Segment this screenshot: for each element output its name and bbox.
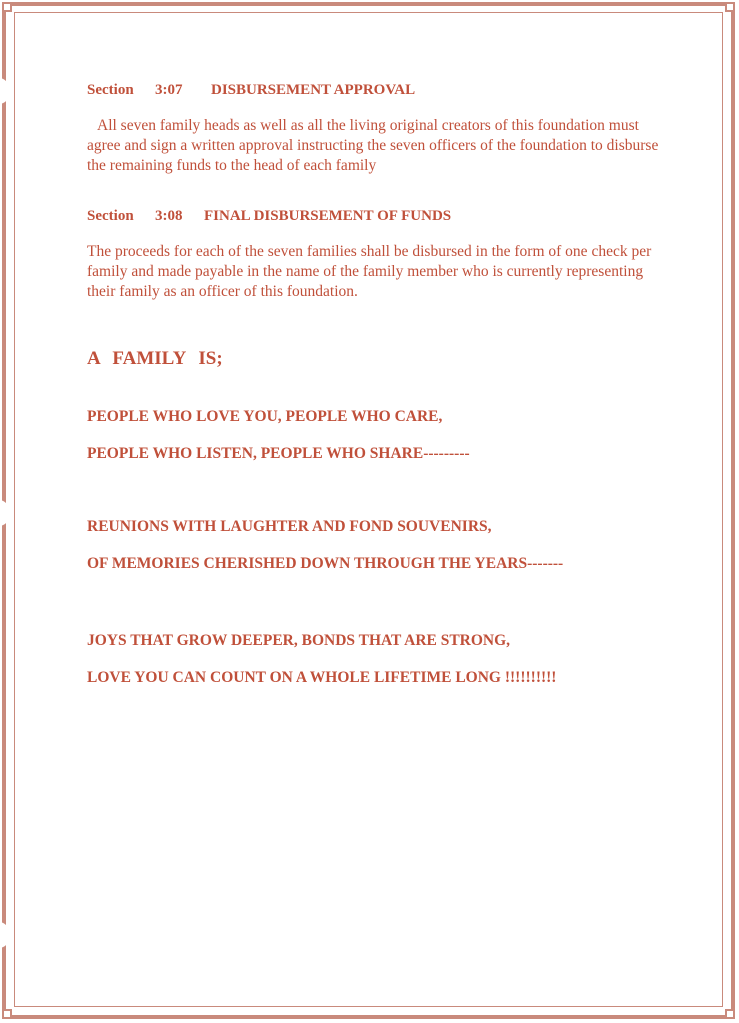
border-corner-bottom-right	[725, 1009, 735, 1019]
section-title: FINAL DISBURSEMENT OF FUNDS	[204, 208, 452, 224]
poem-line: PEOPLE WHO LOVE YOU, PEOPLE WHO CARE,	[87, 408, 443, 425]
section-number: 3:08	[155, 208, 183, 224]
section-body-308: The proceeds for each of the seven families shall be disbursed in the form of one check per family and made payable in the name of the family member who is currently representing their family as an officer of this foundation.	[87, 243, 652, 300]
section-label: Section	[87, 82, 134, 98]
poem-line: REUNIONS WITH LAUGHTER AND FOND SOUVENIRS,	[87, 518, 492, 535]
border-corner-top-left	[2, 2, 12, 12]
section-title: DISBURSEMENT APPROVAL	[211, 82, 416, 98]
section-number: 3:07	[155, 82, 183, 98]
section-heading-307	[87, 82, 415, 99]
poem-line: OF MEMORIES CHERISHED DOWN THROUGH THE YEARS-------	[87, 555, 564, 572]
poem-title: A FAMILY IS;	[87, 348, 223, 369]
section-heading-308	[87, 208, 451, 225]
section-label: Section	[87, 208, 134, 224]
border-corner-top-right	[725, 2, 735, 12]
border-corner-bottom-left	[2, 1009, 12, 1019]
section-body-307: All seven family heads as well as all the living original creators of this foundation must agree and sign a written approval instructing the seven officers of the foundation to disburse the remaining funds to the head of each family	[87, 117, 659, 174]
poem-line: LOVE YOU CAN COUNT ON A WHOLE LIFETIME LONG !!!!!!!!!!	[87, 669, 557, 686]
poem-line: JOYS THAT GROW DEEPER, BONDS THAT ARE STRONG,	[87, 632, 511, 649]
poem-line: PEOPLE WHO LISTEN, PEOPLE WHO SHARE---------	[87, 445, 470, 462]
